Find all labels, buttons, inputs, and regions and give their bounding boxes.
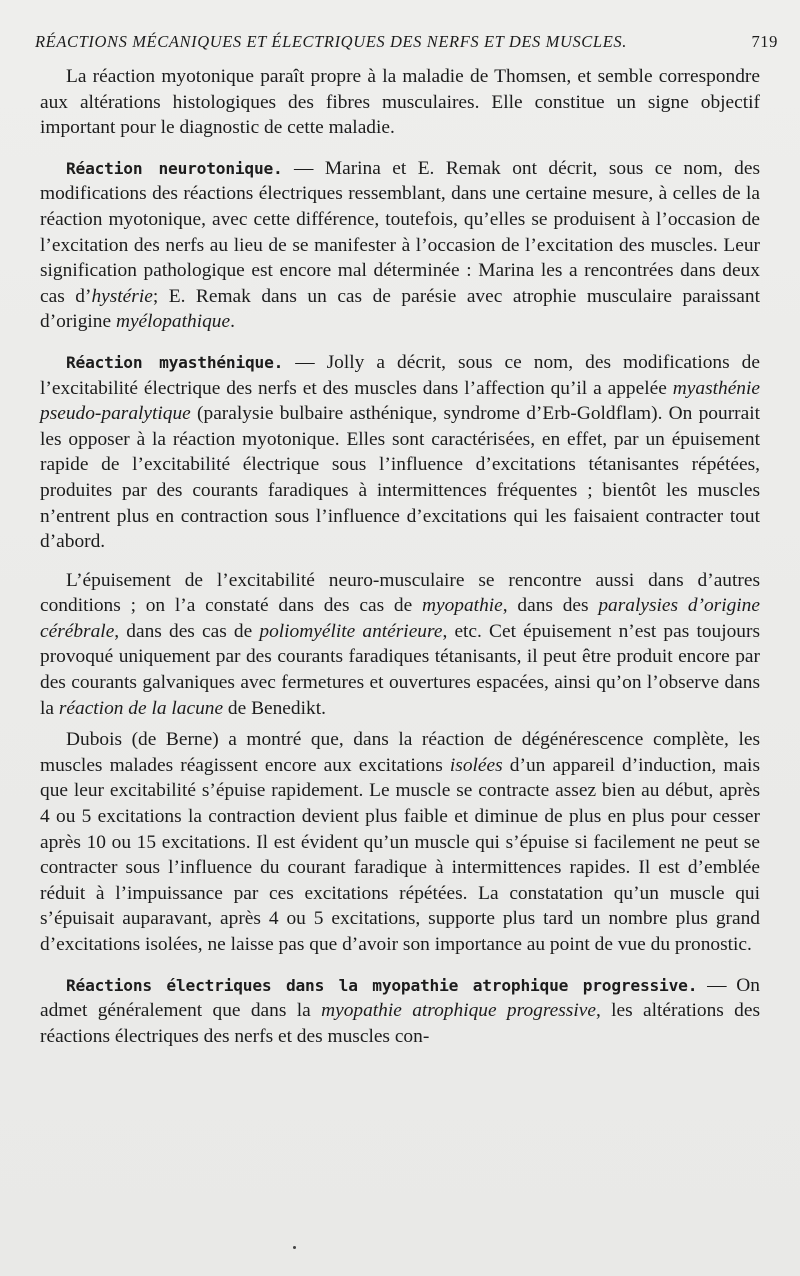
section-heading-myasthenic: Réaction myasthénique. — [66, 352, 284, 372]
paragraph-text: , dans des cas de — [114, 620, 260, 642]
italic-term-isolated: isolées — [449, 754, 503, 776]
section-heading-neurotonic: Réaction neurotonique. — [66, 158, 283, 178]
section-heading-myopathy: Réactions électriques dans la myopathie atrophique progressive. — [66, 975, 698, 995]
paragraph-text: — Marina et E. Remak ont décrit, sous ce nom, des modifications des réactions électriques ressemblant, dans une certaine mesure, à celles de la réaction myotonique, avec cette différence, toutefois, qu’elles se produisent à l’occasion de l’excitation des nerfs au lieu de se manifester à l’occasion de l’excitation des muscles. Leur signification pathologique est encore mal déterminée : Marina les a rencontrées dans deux cas d’ — [40, 157, 760, 307]
paragraph-text: ; E. Remak dans un cas de parésie avec atrophie musculaire paraissant d’origine — [40, 285, 760, 333]
italic-term-myopathy: myopathie — [421, 595, 503, 617]
paragraph-text: Dubois (de Berne) a montré que, dans la réaction de dégénérescence complète, les muscles malades réagissent encore aux excitations — [40, 729, 760, 776]
running-head-title: RÉACTIONS MÉCANIQUES ET ÉLECTRIQUES DES NERFS ET DES MUSCLES. — [35, 32, 627, 51]
paragraph-text: L’épuisement de l’excitabilité neuro-musculaire se rencontre aussi dans d’autres conditions ; on l’a constaté dans des cas de — [40, 569, 760, 617]
paragraph-text: , les altérations des réactions électriques des nerfs et des muscles con- — [40, 1000, 761, 1047]
paragraph-progressive-myopathy — [40, 973, 760, 1050]
paragraph-text: — Jolly a décrit, sous ce nom, des modifications de l’excitabilité électrique des nerfs et des muscles dans l’affection qu’il a appelée — [40, 351, 760, 399]
paragraph-text: — On admet généralement que dans la — [40, 974, 760, 1022]
print-speck — [293, 1246, 296, 1249]
italic-term-cerebral-paralysis: paralysies d’origine cérébrale — [40, 595, 760, 642]
italic-term-poliomyelitis: poliomyélite antérieure — [259, 620, 443, 642]
paragraph-text: . — [230, 311, 235, 333]
page-number: 719 — [751, 32, 778, 51]
italic-term-atrophic-myopathy: myopathie atrophique progressive — [321, 1000, 596, 1022]
paragraph-exhaustion — [40, 568, 760, 722]
body-text — [40, 64, 760, 1049]
italic-term-hysteria: hystérie — [91, 285, 153, 307]
paragraph-text: La réaction myotonique paraît propre à la maladie de Thomsen, et semble correspondre aux altérations histologiques des fibres musculaires. Elle constitue un signe objectif important pour le diagnostic de cette maladie. — [40, 66, 760, 139]
paragraph-text: (paralysie bulbaire asthénique, syndrome d’Erb-Goldflam). On pourrait les opposer à la réaction myotonique. Elles sont caractérisées, en effet, par un épuisement rapide de l’excitabilité électrique sous l’influence d’excitations tétanisantes répétées, produites par des courants faradiques à intermittences fréquentes ; bientôt les muscles n’entrent plus en contraction sous l’influence d’excitations qui les faisaient contracter tout d’abord. — [40, 403, 760, 553]
paragraph-text: , etc. Cet épuisement n’est pas toujours provoqué uniquement par des courants faradiques tétanisants, il peut être produit encore par des courants galvaniques avec fermetures et ouvertures espacées, ainsi qu’on l’observe dans la — [40, 620, 760, 719]
italic-term-lacuna-reaction: réaction de la lacune — [58, 697, 224, 719]
running-head — [35, 32, 778, 56]
paragraph-text: de Benedikt. — [223, 697, 326, 719]
paragraph-myasthenic-reaction — [40, 350, 760, 555]
paragraph-dubois — [40, 727, 760, 957]
paragraph-text: , dans des — [502, 595, 599, 617]
italic-term-myasthenia: myasthénie pseudo-paralytique — [40, 377, 760, 425]
paragraph-text: d’un appareil d’induction, mais que leur excitabilité s’épuise rapidement. Le muscle se contracte assez bien au début, après 4 ou 5 excitations la contraction devient plus faible et diminue de plus en plus pour cesser après 10 ou 15 excitations. Il est évident qu’un muscle qui s’épuise si facilement ne peut se contracter sous l’influence du courant faradique à intermittences rapides. Il est d’emblée réduit à l’impuissance par ces excitations répétées. La constatation qu’un muscle qui s’épuisait auparavant, après 4 ou 5 excitations, supporte plus tard un nombre plus grand d’excitations isolées, ne laisse pas que d’avoir son importance au point de vue du pronostic. — [40, 754, 760, 955]
paragraph-thomsen — [40, 64, 760, 141]
paragraph-neurotonic-reaction — [40, 156, 760, 335]
italic-term-myelopathic: myélopathique — [115, 311, 231, 333]
